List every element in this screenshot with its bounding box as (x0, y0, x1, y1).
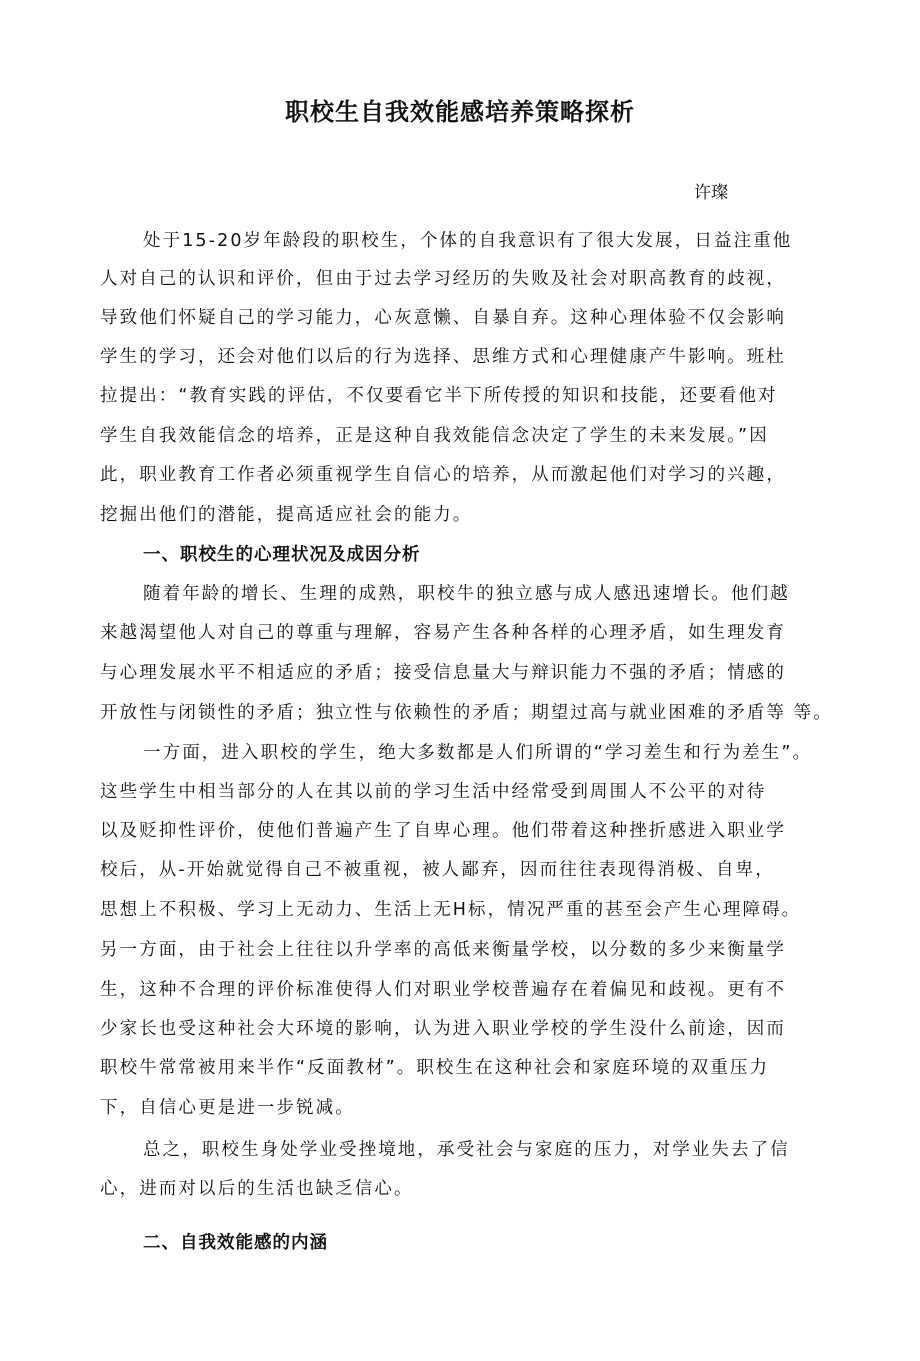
paragraph-line: 下，自信心更是进一步锐减。 (100, 1098, 355, 1118)
paragraph-line: 校后，从-开始就觉得自己不被重视，被人鄙弃，因而往往表现得消极、自卑， (100, 860, 775, 880)
paragraph-line: 人对自己的认识和评价，但由于过去学习经历的失败及社会对职高教育的歧视， (100, 269, 786, 289)
paragraph-line: 此，职业教育工作者必须重视学生自信心的培养，从而激起他们对学习的兴趣， (100, 465, 786, 485)
paragraph-line: 一方面，进入职校的学生，绝大多数都是人们所谓的“学习差生和行为差生”。 (143, 743, 813, 763)
paragraph-line: 生，这种不合理的评价标准使得人们对职业学校普遍存在着偏见和歧视。更有不 (100, 980, 786, 1000)
paragraph-line: 学生自我效能信念的培养，正是这种自我效能信念决定了学生的未来发展。”因 (100, 426, 769, 446)
paragraph-line: 这些学生中相当部分的人在其以前的学习生活中经常受到周围人不公平的对待 (100, 782, 767, 802)
paragraph-line: 少家长也受这种社会大环境的影响，认为进入职业学校的学生没什么前途，因而 (100, 1019, 786, 1039)
paragraph-line: 拉提出：“教育实践的评估，不仅要看它半下所传授的知识和技能，还要看他对 (100, 386, 778, 406)
paragraph-line: 挖掘出他们的潜能，提高适应社会的能力。 (100, 505, 473, 525)
section-heading: 二、自我效能感的内涵 (143, 1233, 328, 1253)
paragraph-line: 心，进而对以后的生活也缺乏信心。 (100, 1179, 414, 1199)
paragraph-line: 随着年龄的增长、生理的成熟，职校牛的独立感与成人感迅速增长。他们越 (143, 584, 790, 604)
paragraph-line: 导致他们怀疑自己的学习能力，心灰意懒、自暴自弃。这种心理体验不仅会影响 (100, 308, 786, 328)
document-title: 职校生自我效能感培养策略探析 (285, 98, 635, 126)
paragraph-line: 处于15-20岁年龄段的职校生，个体的自我意识有了很大发展，日益注重他 (143, 231, 793, 251)
paragraph-line: 与心理发展水平不相适应的矛盾；接受信息量大与辩识能力不强的矛盾；情感的 (100, 663, 786, 683)
paragraph-line: 思想上不积极、学习上无动力、生活上无H标，情况严重的甚至会产生心理障碍。 (100, 900, 802, 920)
section-heading: 一、职校生的心理状况及成因分析 (143, 545, 421, 565)
paragraph-line: 另一方面，由于社会上往往以升学率的高低来衡量学校，以分数的多少来衡量学 (100, 940, 786, 960)
author-name: 许璨 (694, 183, 728, 203)
paragraph-line: 以及贬抑性评价，使他们普遍产生了自卑心理。他们带着这种挫折感进入职业学 (100, 821, 786, 841)
paragraph-line: 开放性与闭锁性的矛盾；独立性与依赖性的矛盾；期望过高与就业困难的矛盾等 等。 (100, 703, 833, 723)
paragraph-line: 职校牛常常被用来半作“反面教材”。职校生在这种社会和家庭环境的双重压力 (100, 1058, 770, 1078)
paragraph-line: 学生的学习，还会对他们以后的行为选择、思维方式和心理健康产牛影响。班杜 (100, 347, 786, 367)
paragraph-line: 总之，职校生身处学业受挫境地，承受社会与家庭的压力，对学业失去了信 (143, 1140, 790, 1160)
paragraph-line: 来越渴望他人对自己的尊重与理解，容易产生各种各样的心理矛盾，如生理发育 (100, 623, 786, 643)
